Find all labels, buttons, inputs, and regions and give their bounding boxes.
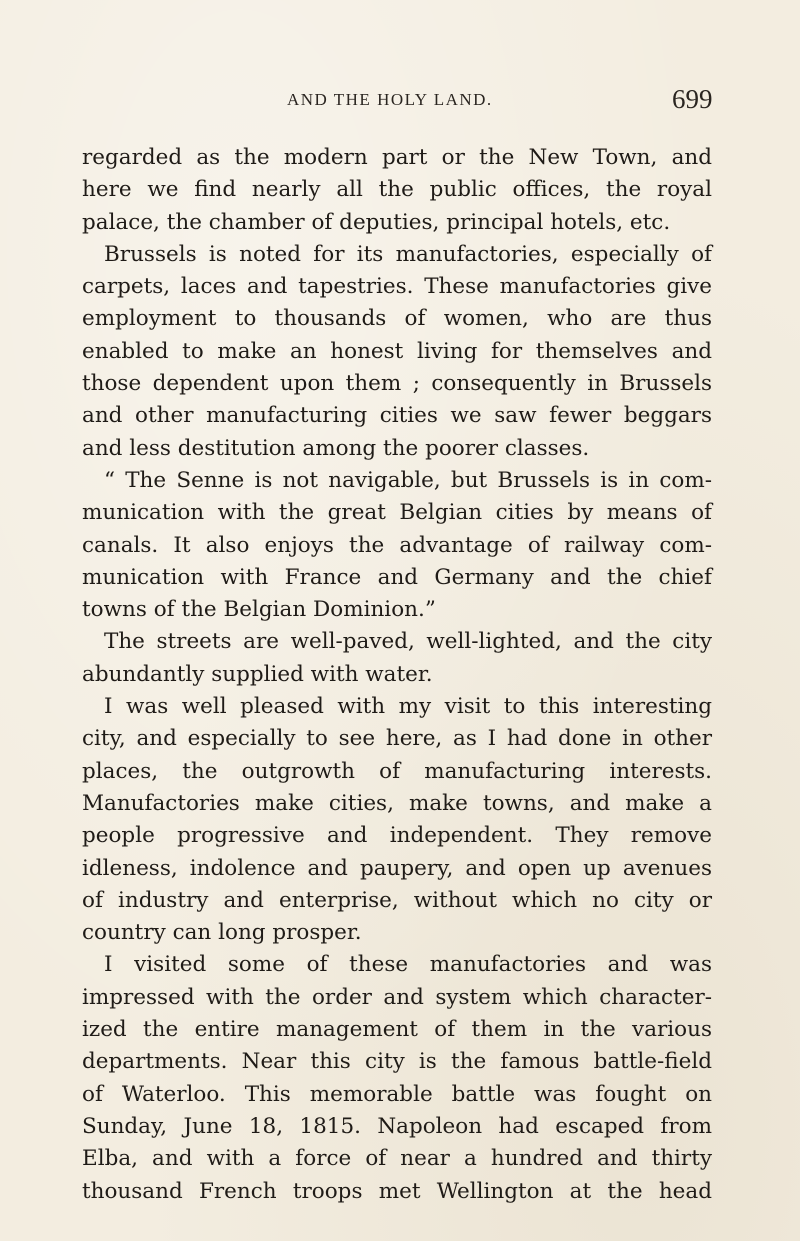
body-text (82, 142, 712, 1208)
text-line: country can long prosper. (82, 920, 362, 946)
text-line: ized the entire management of them in the various (82, 1017, 712, 1043)
text-line: palace, the chamber of deputies, principal hotels, etc. (82, 209, 671, 235)
text-line: city, and especially to see here, as I had done in other (82, 726, 712, 752)
text-line: and less destitution among the poorer classes. (82, 435, 590, 461)
text-line: employment to thousands of women, who are thus (82, 306, 712, 332)
text-line: I was well pleased with my visit to this interesting (104, 694, 712, 720)
text-line: canals. It also enjoys the advantage of railway com- (82, 532, 712, 558)
text-line: Brussels is noted for its manufactories, especially of (104, 241, 712, 267)
text-line: carpets, laces and tapestries. These manufactories give (82, 274, 712, 300)
text-line: of Waterloo. This memorable battle was fought on (82, 1081, 712, 1107)
text-line: here we find nearly all the public offices, the royal (82, 177, 712, 203)
text-line: those dependent upon them ; consequently in Brussels (82, 371, 712, 397)
text-line: thousand French troops met Wellington at the head (82, 1178, 712, 1204)
text-line: idleness, indolence and paupery, and open up avenues (82, 855, 712, 881)
text-line: enabled to make an honest living for themselves and (82, 338, 712, 364)
text-line: munication with the great Belgian cities by means of (82, 500, 712, 526)
text-line: “ The Senne is not navigable, but Brussels is in com- (104, 467, 712, 493)
text-line: munication with France and Germany and the chief (82, 564, 712, 590)
text-line: and other manufacturing cities we saw fewer beggars (82, 403, 712, 429)
text-line: departments. Near this city is the famous battle-field (82, 1049, 712, 1075)
text-line: impressed with the order and system which character- (82, 984, 712, 1010)
text-line: The streets are well-paved, well-lighted, and the city (104, 629, 712, 655)
text-line: people progressive and independent. They remove (82, 823, 712, 849)
text-line: regarded as the modern part or the New Town, and (82, 145, 712, 170)
text-line: places, the outgrowth of manufacturing interests. (82, 758, 712, 784)
text-line: abundantly supplied with water. (82, 661, 433, 687)
text-line: Elba, and with a force of near a hundred and thirty (82, 1146, 712, 1172)
text-line: I visited some of these manufactories and was (104, 952, 712, 978)
page-number: 699 (672, 84, 713, 114)
running-head: AND THE HOLY LAND. (287, 90, 493, 109)
text-line: Sunday, June 18, 1815. Napoleon had escaped from (82, 1113, 712, 1139)
text-line: towns of the Belgian Dominion.” (82, 597, 436, 623)
text-line: Manufactories make cities, make towns, and make a (82, 790, 712, 816)
text-line: of industry and enterprise, without which no city or (82, 887, 712, 913)
